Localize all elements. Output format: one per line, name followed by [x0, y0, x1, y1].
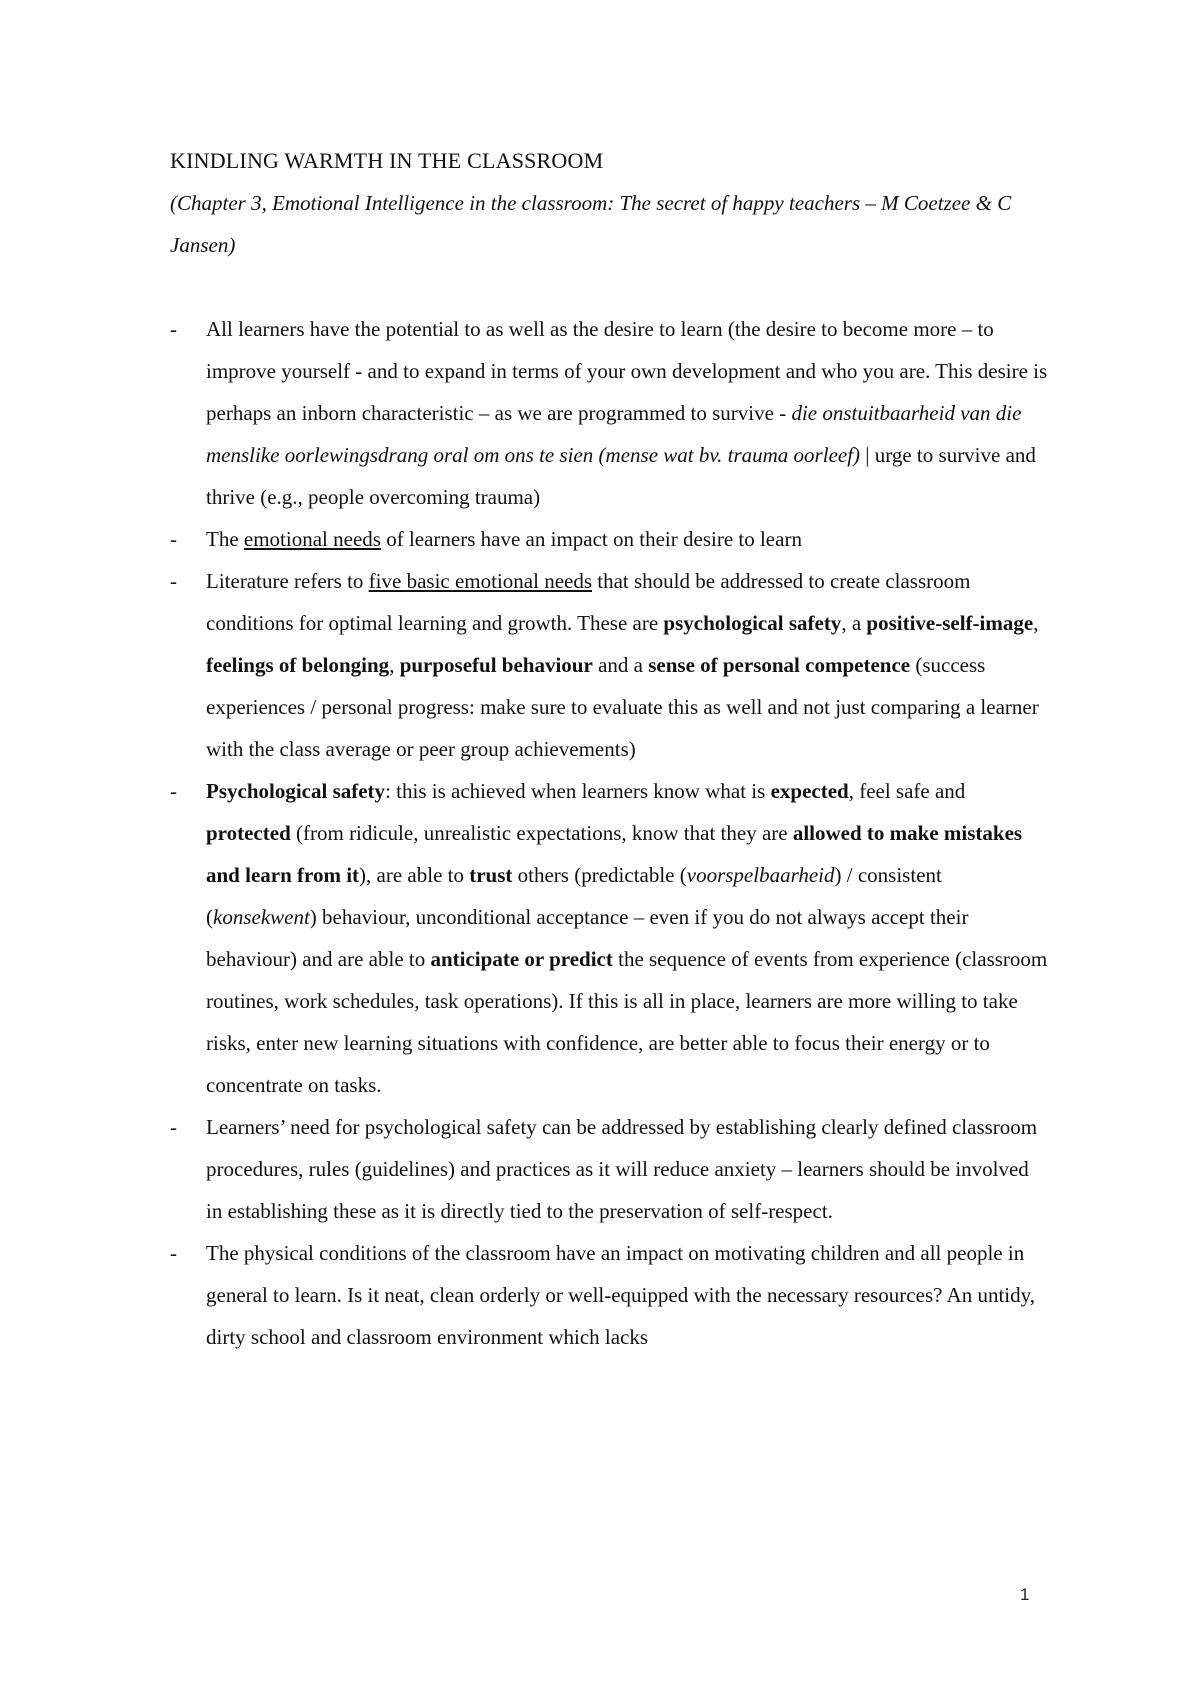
bullet-marker: -	[170, 527, 177, 551]
bold-term: feelings of belonging	[206, 653, 390, 677]
text-run: , a	[841, 611, 867, 635]
bullet-text	[206, 518, 1050, 560]
text-run: and a	[592, 653, 649, 677]
document-body	[170, 140, 1050, 1358]
bullet-item-safety-procedures	[170, 1106, 1050, 1232]
bold-term: anticipate or predict	[430, 947, 613, 971]
bullet-text	[206, 560, 1050, 770]
text-run: , feel safe and	[848, 779, 966, 803]
text-run: The	[206, 527, 244, 551]
bullet-list	[170, 308, 1050, 1358]
text-run: ) / consistent (	[206, 863, 942, 929]
bold-term: trust	[469, 863, 513, 887]
bold-term: sense of personal competence	[648, 653, 911, 677]
bullet-item-potential	[170, 308, 1050, 518]
bullet-marker: -	[170, 1115, 177, 1139]
text-run: ), are able to	[359, 863, 470, 887]
page-title: KINDLING WARMTH IN THE CLASSROOM	[170, 148, 604, 173]
text-run: of learners have an impact on their desire to learn	[380, 527, 802, 551]
italic-term: konsekwent	[213, 905, 310, 929]
bold-term: protected	[206, 821, 291, 845]
bullet-item-five-needs	[170, 560, 1050, 770]
subtitle-citation: (Chapter 3, Emotional Intelligence in the classroom: The secret of happy teachers – M Coetzee & C Jansen)	[170, 191, 1012, 257]
bullet-text	[206, 308, 1050, 518]
text-run: others (predictable (	[512, 863, 687, 887]
text-run: The physical conditions of the classroom have an impact on motivating children and all people in general to learn. Is it neat, clean orderly or well-equipped with the necessary resources? An untidy, dirty school and classroom environment which lacks	[206, 1241, 1035, 1349]
text-run: : this is achieved when learners know what is	[385, 779, 771, 803]
bold-term: positive-self-image	[866, 611, 1034, 635]
italic-term: voorspelbaarheid	[686, 863, 835, 887]
bold-term: Psychological safety	[206, 779, 386, 803]
text-run: Literature refers to	[206, 569, 369, 593]
text-run: ,	[389, 653, 400, 677]
bold-term: purposeful behaviour	[399, 653, 593, 677]
text-run: (success experiences / personal progress: make sure to evaluate this as well and not just comparing a learner with the class average or peer group achievements)	[206, 653, 1039, 761]
text-run: | urge to survive and thrive (e.g., people overcoming trauma)	[206, 443, 1036, 509]
text-run: (from ridicule, unrealistic expectations, know that they are	[290, 821, 793, 845]
text-run: ) behaviour, unconditional acceptance – even if you do not always accept their behaviour) and are able to	[206, 905, 969, 971]
text-run: All learners have the potential to as well as the desire to learn (the desire to become more – to improve yourself - and to expand in terms of your own development and who you are. This desire is perhaps an inborn characteristic – as we are programmed to survive -	[206, 317, 1048, 425]
bullet-marker: -	[170, 779, 177, 803]
bullet-marker: -	[170, 569, 177, 593]
afrikaans-note: die onstuitbaarheid van die menslike oorlewingsdrang oral om ons te sien (mense wat bv. trauma oorleef)	[206, 401, 1022, 467]
bullet-marker: -	[170, 1241, 177, 1265]
bullet-marker: -	[170, 317, 177, 341]
bold-term: expected	[770, 779, 849, 803]
bold-term: psychological safety	[663, 611, 842, 635]
bullet-text	[206, 1106, 1050, 1232]
bullet-text	[206, 770, 1050, 1106]
bullet-item-emotional-needs	[170, 518, 1050, 560]
bullet-item-psychological-safety	[170, 770, 1050, 1106]
text-run: ,	[1033, 611, 1039, 635]
underlined-term: emotional needs	[243, 527, 381, 551]
text-run: Learners’ need for psychological safety can be addressed by establishing clearly defined classroom procedures, rules (guidelines) and practices as it will reduce anxiety – learners should be involved in establishing these as it is directly tied to the preservation of self-respect.	[206, 1115, 1038, 1223]
page-number: 1	[1020, 1585, 1030, 1604]
text-run: that should be addressed to create classroom conditions for optimal learning and growth. These are	[206, 569, 971, 635]
bullet-item-physical-conditions	[170, 1232, 1050, 1358]
bold-term: allowed to make mistakes and learn from it	[206, 821, 1023, 887]
text-run: the sequence of events from experience (classroom routines, work schedules, task operations). If this is all in place, learners are more willing to take risks, enter new learning situations with confidence, are better able to focus their energy or to concentrate on tasks.	[206, 947, 1048, 1097]
bullet-text	[206, 1232, 1050, 1358]
underlined-term: five basic emotional needs	[368, 569, 593, 593]
